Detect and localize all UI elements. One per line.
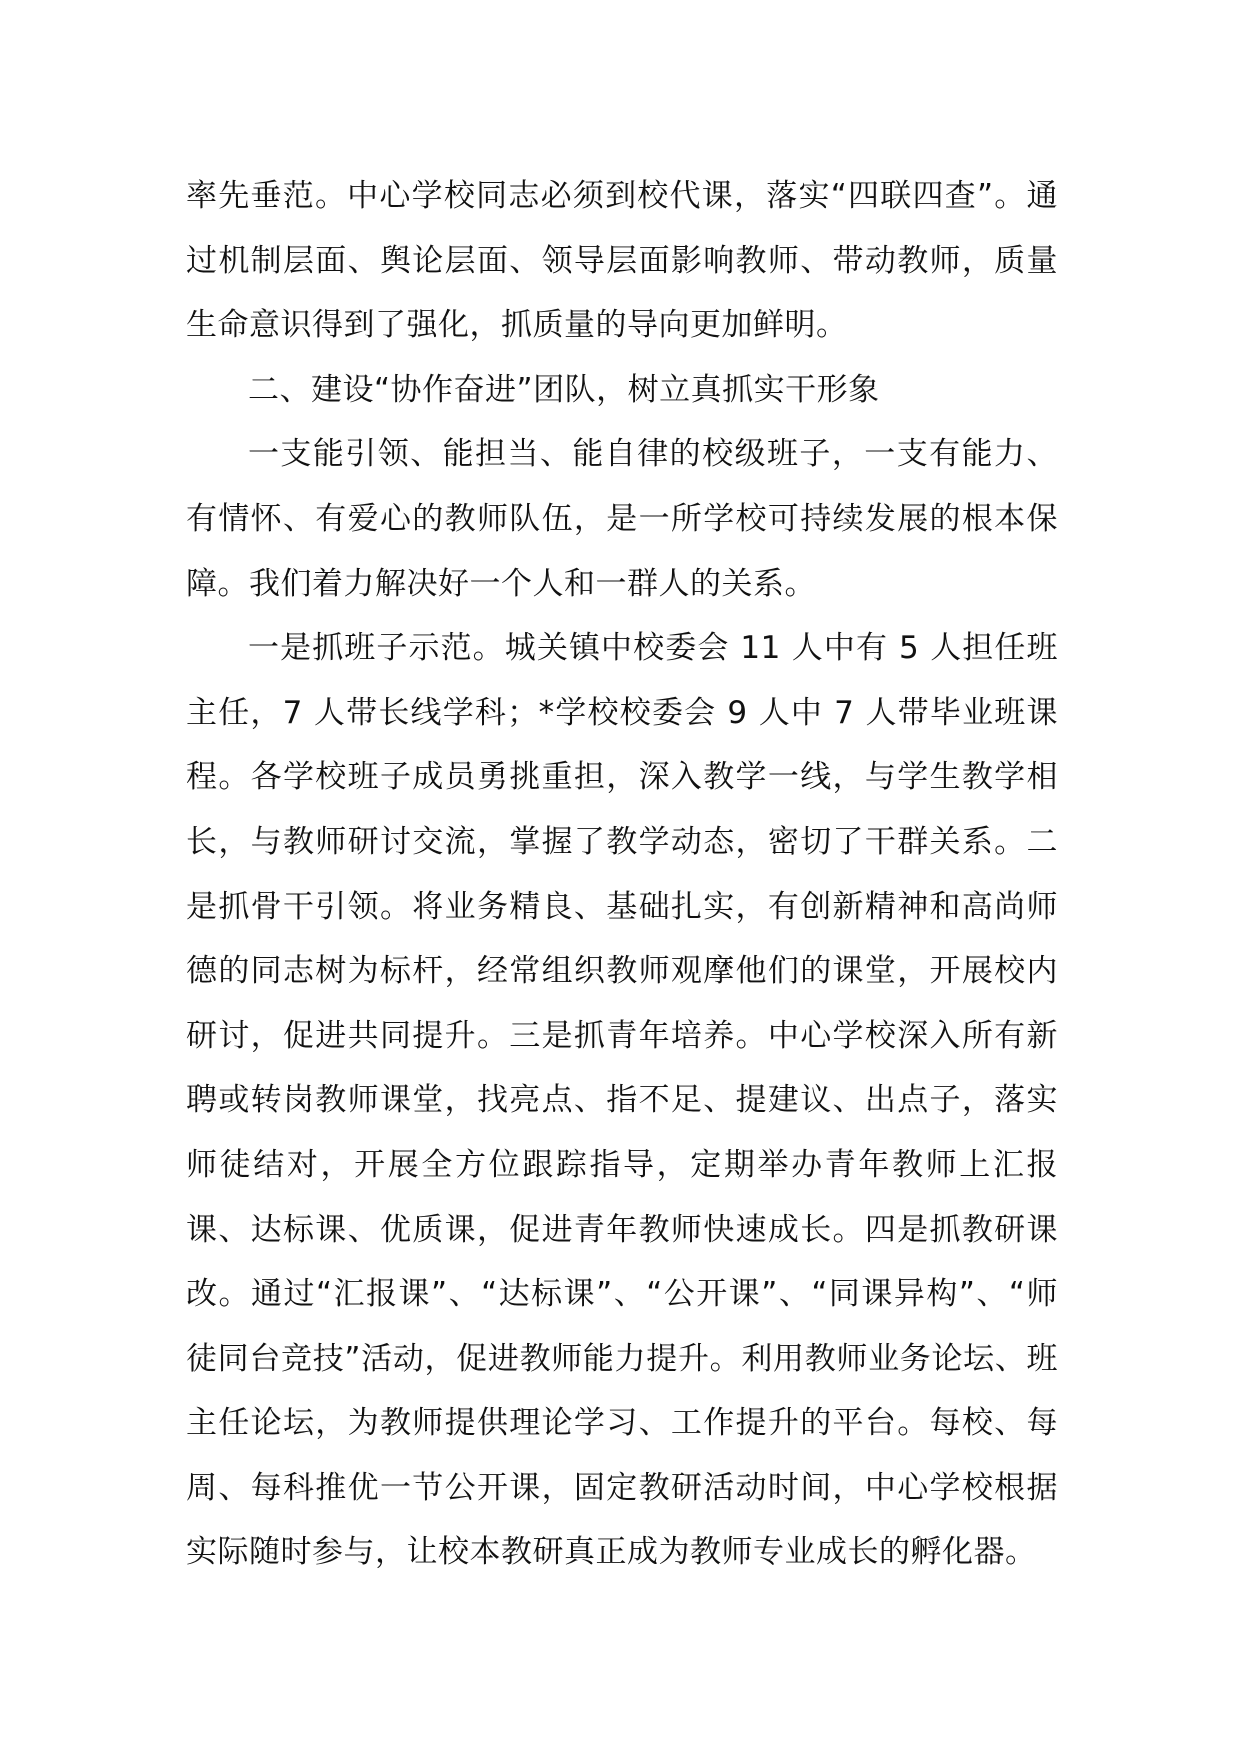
document-body (186, 164, 1058, 1585)
section-heading: 二、建设“协作奋进”团队，树立真抓实干形象 (248, 371, 880, 408)
paragraph-intro: 一支能引领、能担当、能自律的校级班子，一支有能力、有情怀、有爱心的教师队伍，是一所学校可持续发展的根本保障。我们着力解决好一个人和一群人的关系。 (186, 436, 1058, 602)
paragraph-measures: 一是抓班子示范。城关镇中校委会 11 人中有 5 人担任班主任，7 人带长线学科；*学校校委会 9 人中 7 人带毕业班课程。各学校班子成员勇挑重担，深入教学一线，与学生教学相长，与教师研讨交流，掌握了教学动态，密切了干群关系。二是抓骨干引领。将业务精良、基础扎实，有创新精神和高尚师德的同志树为标杆，经常组织教师观摩他们的课堂，开展校内研讨，促进共同提升。三是抓青年培养。中心学校深入所有新聘或转岗教师课堂，找亮点、指不足、提建议、出点子，落实师徒结对，开展全方位跟踪指导，定期举办青年教师上汇报课、达标课、优质课，促进青年教师快速成长。四是抓教研课改。通过“汇报课”、“达标课”、“公开课”、“同课异构”、“师徒同台竞技”活动，促进教师能力提升。利用教师业务论坛、班主任论坛，为教师提供理论学习、工作提升的平台。每校、每周、每科推优一节公开课，固定教研活动时间，中心学校根据实际随时参与，让校本教研真正成为教师专业成长的孵化器。 (186, 630, 1058, 1571)
paragraph-continuation: 率先垂范。中心学校同志必须到校代课，落实“四联四查”。通过机制层面、舆论层面、领导层面影响教师、带动教师，质量生命意识得到了强化，抓质量的导向更加鲜明。 (186, 178, 1058, 344)
